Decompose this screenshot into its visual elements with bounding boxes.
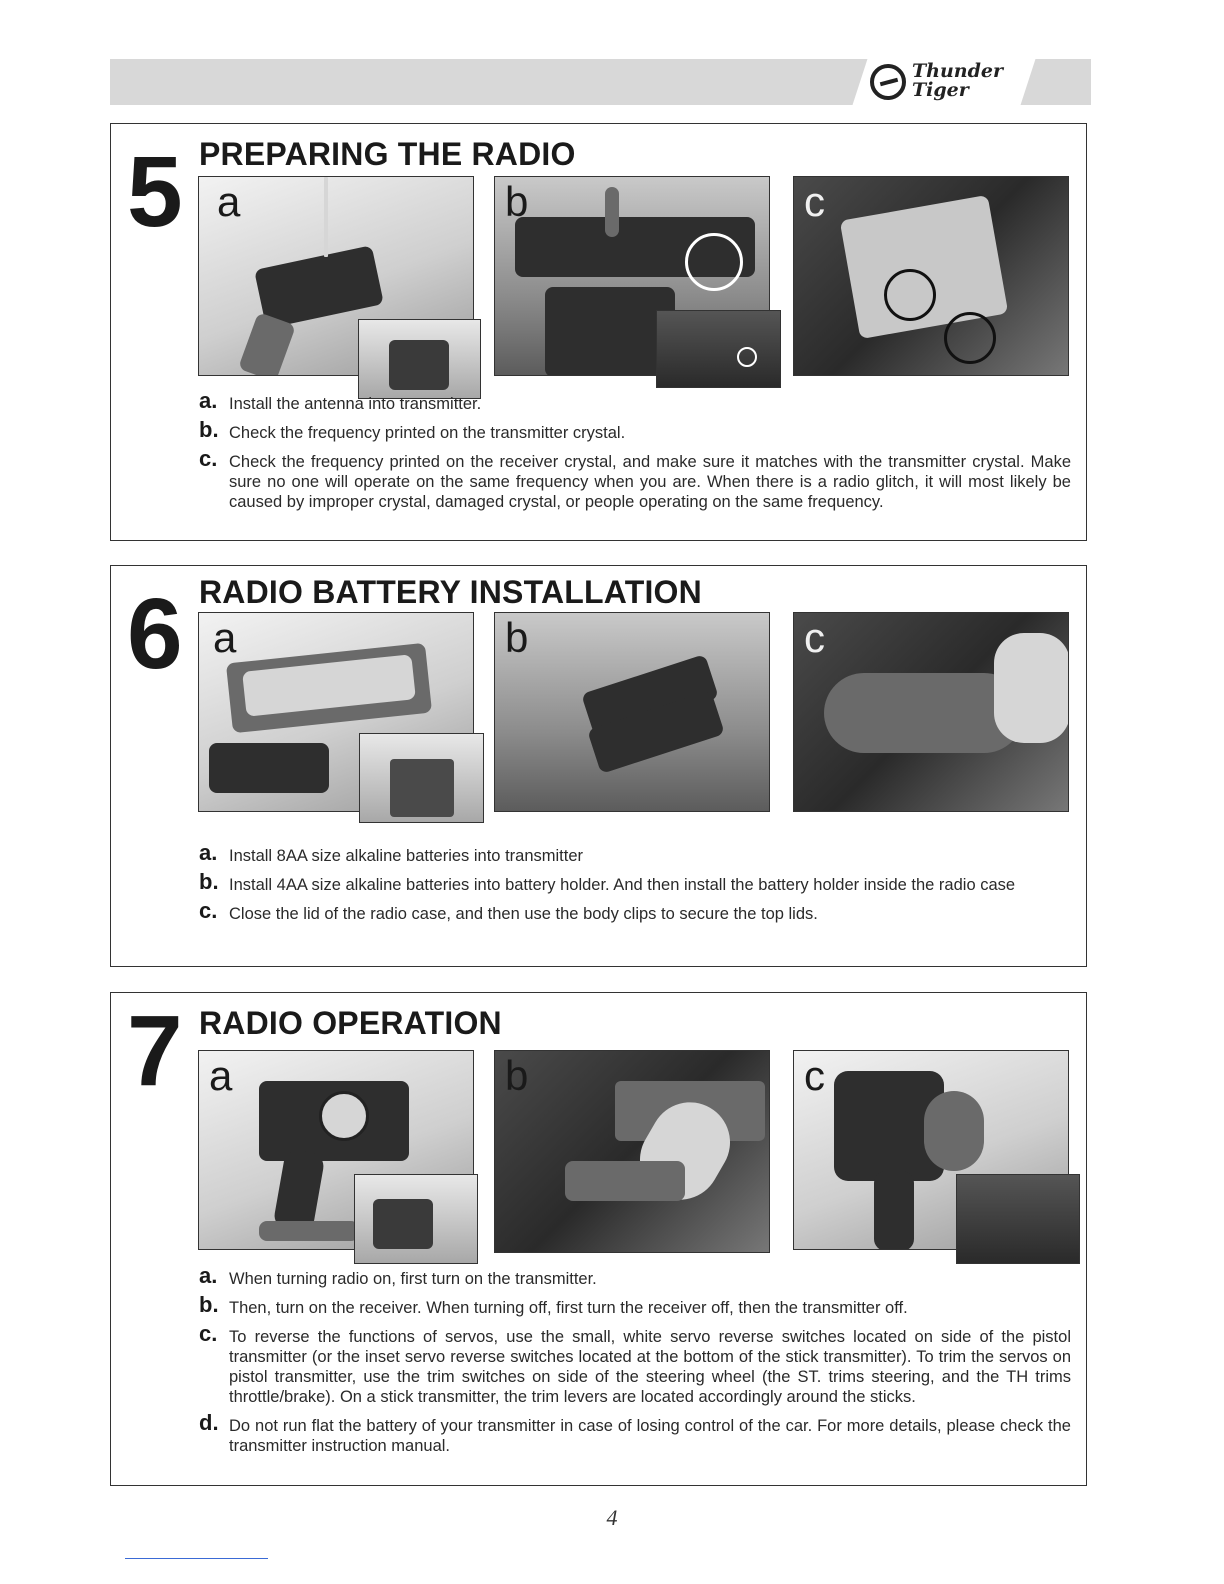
footer-link-underline: [125, 1558, 268, 1559]
photo-label: b: [505, 178, 529, 225]
step-number: 5: [127, 136, 183, 248]
step-number: 6: [127, 578, 183, 690]
photo-label: a: [209, 1052, 233, 1099]
logo-line2: Tiger: [912, 79, 969, 101]
photo-label: b: [505, 614, 529, 661]
photo-c-receiver-crystal: [793, 176, 1069, 376]
inset-transmitter-bottom: [956, 1174, 1080, 1264]
instruction-item: b. Install 4AA size alkaline batteries into battery holder. And then install the battery holder inside the radio case: [199, 869, 1016, 894]
section-title: PREPARING THE RADIO: [199, 136, 576, 172]
instruction-item: d. Do not run flat the battery of your transmitter in case of losing control of the car. For more details, please check the transmitter instruction manual.: [199, 1410, 1071, 1455]
photo-label: c: [804, 178, 825, 225]
instruction-item: a. Install 8AA size alkaline batteries into transmitter: [199, 840, 584, 865]
section-title: RADIO BATTERY INSTALLATION: [199, 574, 702, 610]
photo-label: c: [804, 1052, 825, 1099]
inset-stick-transmitter: [358, 319, 481, 399]
highlight-circle: [685, 233, 743, 291]
logo-line1: Thunder: [912, 60, 1003, 82]
instruction-item: b. Then, turn on the receiver. When turning off, first turn the receiver off, then the transmitter off.: [199, 1292, 908, 1317]
page-number: 4: [606, 1505, 618, 1530]
instruction-item: b. Check the frequency printed on the transmitter crystal.: [199, 417, 626, 442]
instruction-item: c. Check the frequency printed on the receiver crystal, and make sure it matches with the transmitter crystal. Make sure no one will operate on the same frequency when you are. When there is a radio glitch, it will most likely be caused by improper crystal, damaged crystal, or people operating on the same frequency.: [199, 446, 1071, 511]
section-radio-battery-installation: [110, 565, 1087, 967]
section-preparing-radio: [110, 123, 1087, 541]
photo-c-radio-case: [793, 612, 1069, 812]
inset-stick-transmitter: [354, 1174, 478, 1264]
inset-transmitter-side: [656, 310, 781, 388]
photo-label: a: [217, 178, 241, 225]
instruction-item: c. Close the lid of the radio case, and then use the body clips to secure the top lids.: [199, 898, 818, 923]
instructions-list: [199, 388, 1071, 521]
inset-battery-holder: [359, 733, 484, 823]
highlight-circle: [884, 269, 936, 321]
instruction-item: a. When turning radio on, first turn on the transmitter.: [199, 1263, 597, 1288]
highlight-circle: [944, 312, 996, 364]
photo-b-receiver-switch: [494, 1050, 770, 1253]
thunder-tiger-logo: [868, 62, 1028, 104]
instruction-item: c. To reverse the functions of servos, use the small, white servo reverse switches located on side of the pistol transmitter (or the inset servo reverse switches located at the bottom of the stick transmitter). To trim the servos on pistol transmitter, use the trim switches on side of the steering wheel (the ST. trims steering, and the TH trims throttle/brake). On a stick transmitter, the trim levers are located accordingly around the sticks.: [199, 1321, 1071, 1406]
step-number: 7: [127, 995, 183, 1107]
logo-emblem-icon: [870, 64, 906, 100]
photo-label: a: [213, 614, 237, 661]
section-radio-operation: [110, 992, 1087, 1486]
photo-label: c: [804, 614, 825, 661]
photo-b-battery-holder: [494, 612, 770, 812]
instructions-list: [199, 1263, 1071, 1465]
instruction-item: a. Install the antenna into transmitter.: [199, 388, 482, 413]
section-title: RADIO OPERATION: [199, 1005, 502, 1041]
instructions-list: [199, 840, 1071, 933]
photo-label: b: [505, 1052, 529, 1099]
